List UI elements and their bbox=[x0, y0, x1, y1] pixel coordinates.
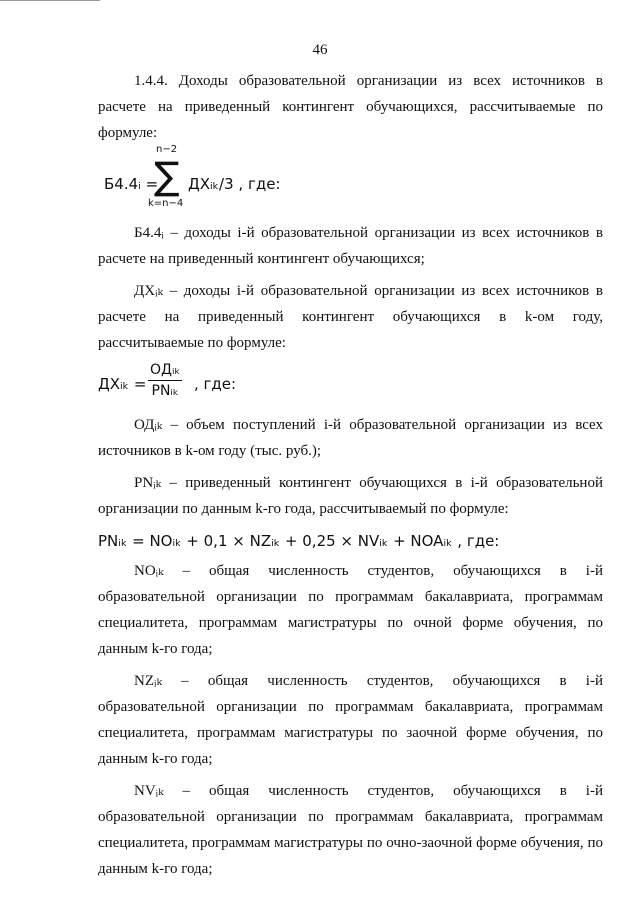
fraction-denominator: PNᵢₖ bbox=[151, 383, 179, 399]
corner-line bbox=[0, 0, 100, 1]
formula-pn: PNᵢₖ = NOᵢₖ + 0,1 × NZᵢₖ + 0,25 × NVᵢₖ + NOAᵢₖ , где: bbox=[98, 532, 500, 550]
formula-b44-rhs: ДХᵢₖ/3 , где: bbox=[188, 175, 281, 193]
paragraph-no-definition: NOᵢₖ – общая численность студентов, обучающихся в i-й образовательной организации по программам бакалавриата, программам специалитета, программам магистратуры по очной форме обучения, по данным k-го года; bbox=[98, 563, 603, 657]
paragraph-dx-definition: ДХᵢₖ – доходы i-й образовательной организации из всех источников в расчете на приведенный контингент обучающихся в k-ом году, рассчитываемые по формуле: bbox=[98, 283, 603, 351]
formula-dx bbox=[98, 362, 603, 406]
formula-b44 bbox=[98, 144, 603, 214]
page-number: 46 bbox=[312, 42, 328, 58]
sum-lower-limit: k=n−4 bbox=[148, 198, 184, 209]
paragraph-intro: 1.4.4. Доходы образовательной организации из всех источников в расчете на приведенный контингент обучающихся, рассчитываемые по формуле: bbox=[98, 73, 603, 141]
sum-upper-limit: n−2 bbox=[156, 144, 178, 155]
formula-dx-lhs: ДХᵢₖ = bbox=[98, 375, 147, 393]
paragraph-nv-definition: NVᵢₖ – общая численность студентов, обучающихся в i-й образовательной организации по программам бакалавриата, программам специалитета, программам магистратуры по очно-заочной форме обучения, по данным k-го года; bbox=[98, 783, 603, 877]
paragraph-pn-definition: PNᵢₖ – приведенный контингент обучающихся в i-й образовательной организации по данным k-го года, рассчитываемый по формуле: bbox=[98, 475, 603, 517]
fraction-numerator: ОДᵢₖ bbox=[148, 360, 182, 381]
paragraph-od-definition: ОДᵢₖ – объем поступлений i-й образовательной организации из всех источников в k-ом году (тыс. руб.); bbox=[98, 417, 603, 459]
paragraph-nz-definition: NZᵢₖ – общая численность студентов, обучающихся в i-й образовательной организации по программам бакалавриата, программам специалитета, программам магистратуры по заочной форме обучения, по данным k-го года; bbox=[98, 673, 603, 767]
fraction bbox=[148, 360, 182, 401]
paragraph-b44-definition: Б4.4ᵢ – доходы i-й образовательной организации из всех источников в расчете на приведенный контингент обучающихся; bbox=[98, 225, 603, 267]
formula-b44-lhs: Б4.4ᵢ = bbox=[104, 175, 159, 193]
document-body bbox=[98, 68, 603, 888]
formula-dx-rest: , где: bbox=[194, 375, 237, 393]
sum-sigma-symbol: ∑ bbox=[154, 154, 180, 198]
